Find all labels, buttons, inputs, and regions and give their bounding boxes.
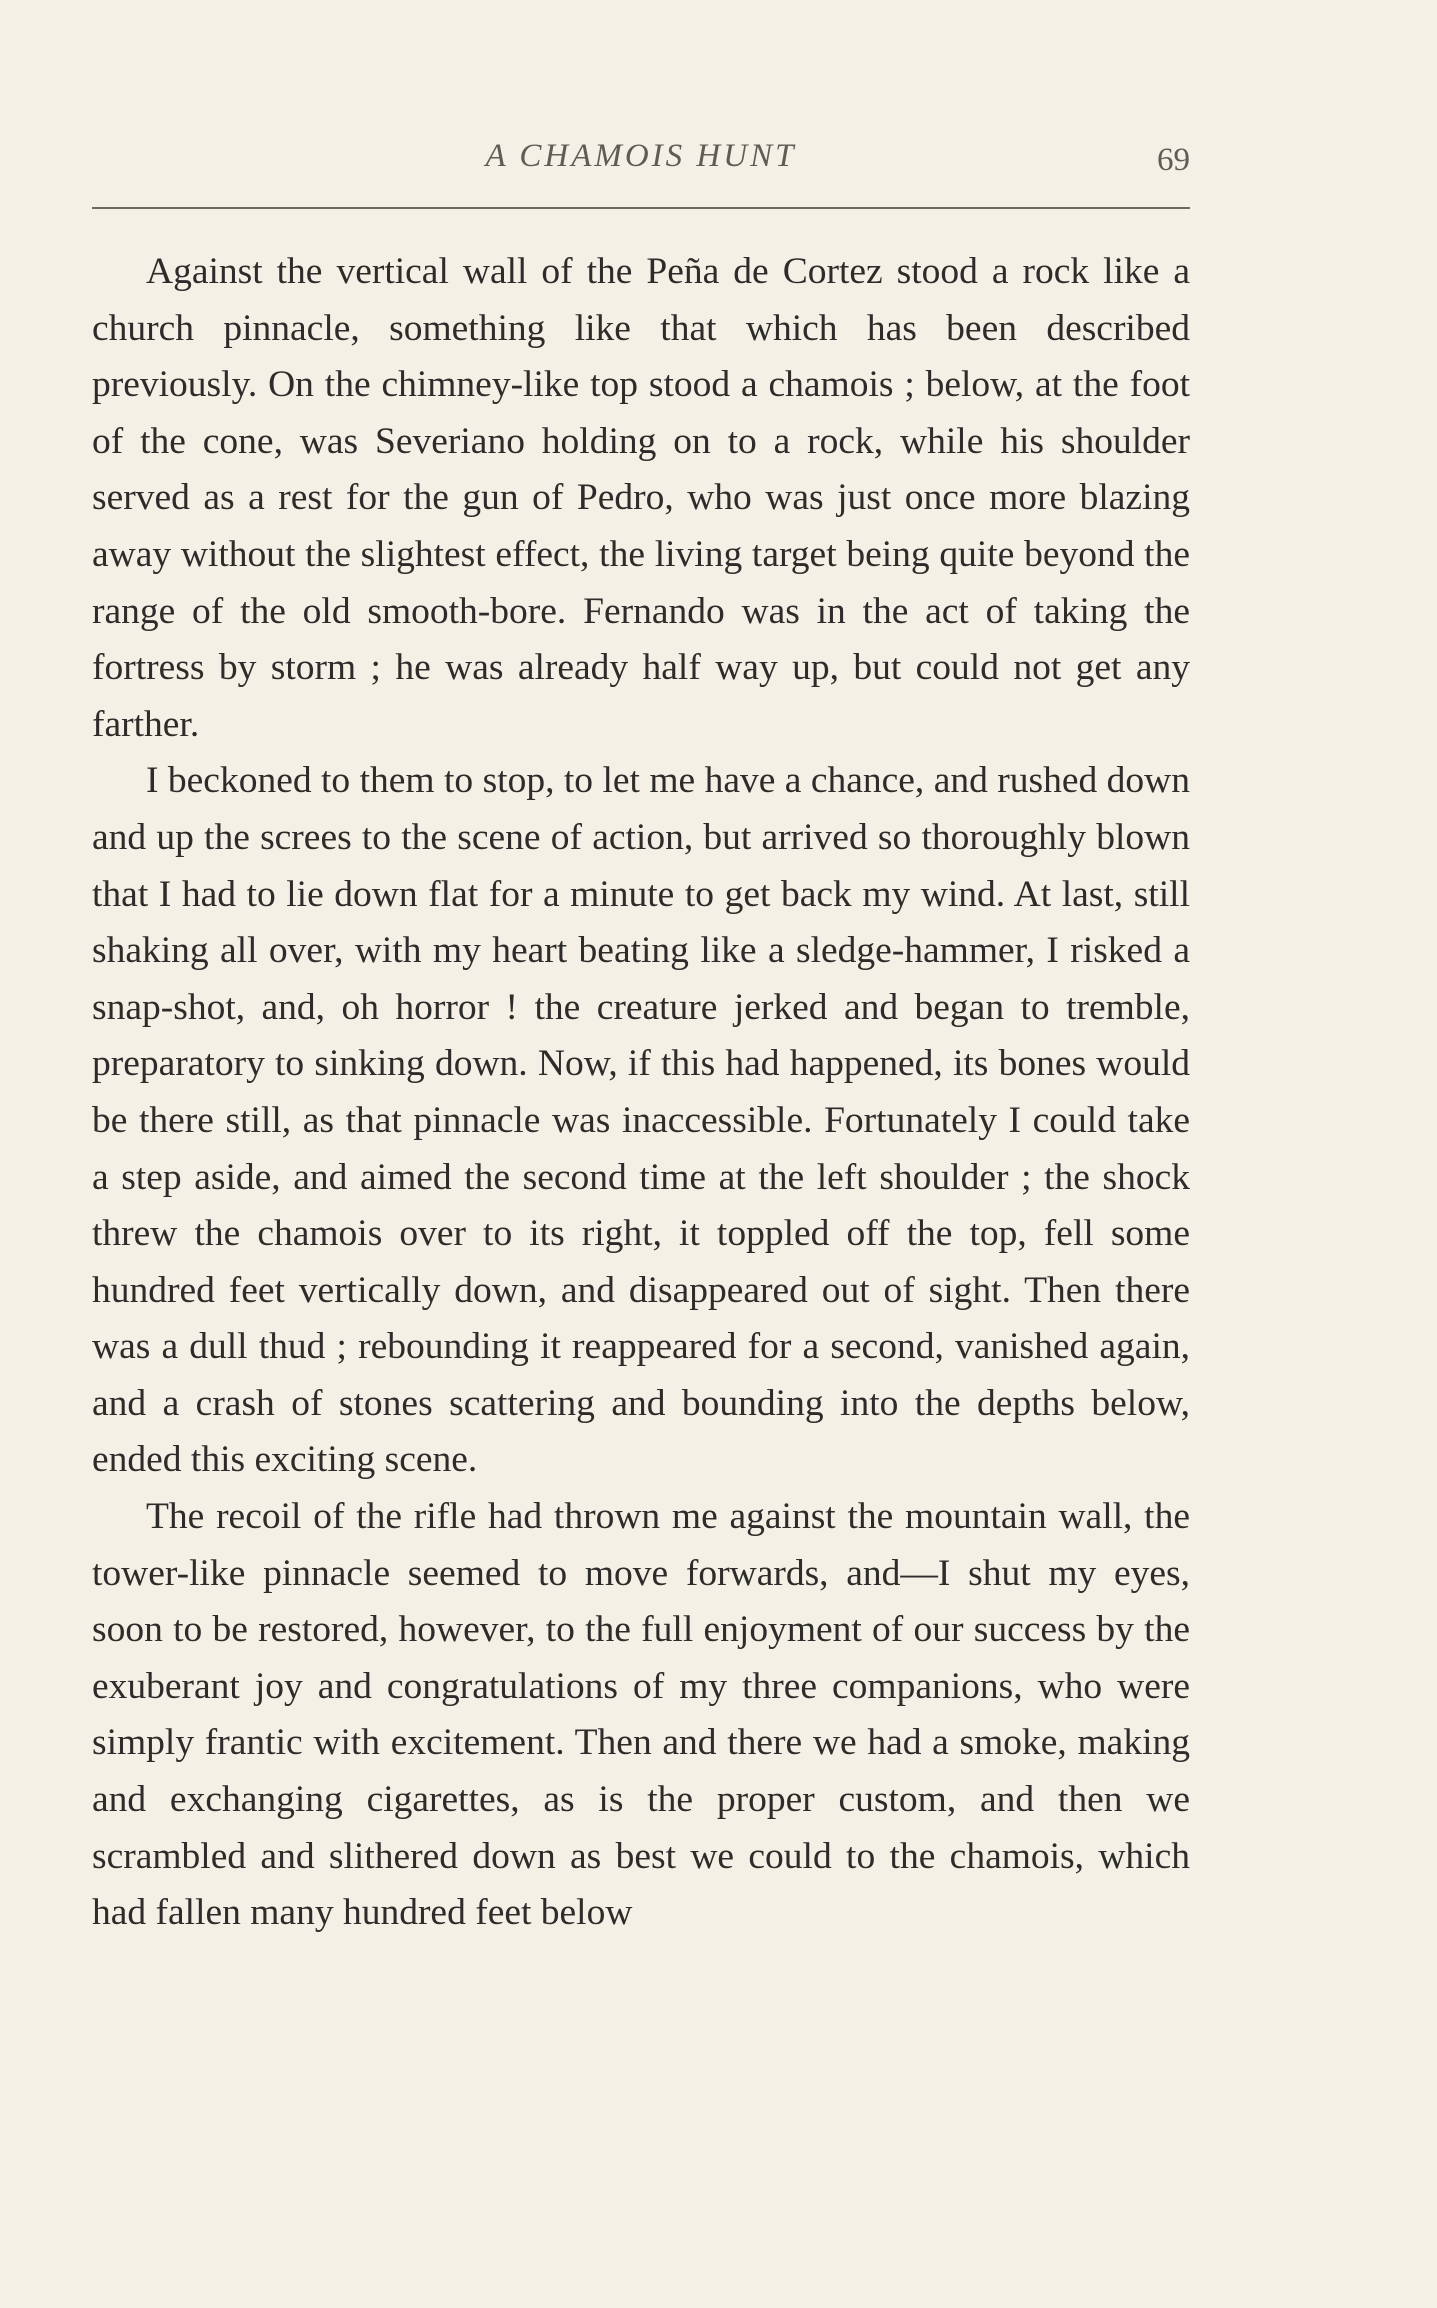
paragraph: The recoil of the rifle had thrown me against the mountain wall, the tower-like pinnacle seemed to move forwards, and—I shut my eyes, soon to be restored, however, to the full enjoyment of our success by the exuberant joy and congratulations of my three companions, who were simply frantic with excitement. Then and there we had a smoke, making and exchanging cigarettes, as is the proper custom, and then we scrambled and slithered down as best we could to the chamois, which had fallen many hundred feet below <box>92 1496 1190 1934</box>
paragraph: Against the vertical wall of the Peña de Cortez stood a rock like a church pinnacle, something like that which has been described previously. On the chimney-like top stood a chamois ; below, at the foot of the cone, was Severiano holding on to a rock, while his shoulder served as a rest for the gun of Pedro, who was just once more blazing away without the slightest effect, the living target being quite beyond the range of the old smooth-bore. Fernando was in the act of taking the fortress by storm ; he was already half way up, but could not get any farther. <box>92 251 1190 745</box>
body-text <box>92 244 1190 1942</box>
header-rule <box>92 207 1190 209</box>
running-header <box>92 138 1190 180</box>
paragraph: I beckoned to them to stop, to let me have a chance, and rushed down and up the screes to the scene of action, but arrived so thoroughly blown that I had to lie down flat for a minute to get back my wind. At last, still shaking all over, with my heart beating like a sledge-hammer, I risked a snap-shot, and, oh horror ! the creature jerked and began to tremble, preparatory to sinking down. Now, if this had happened, its bones would be there still, as that pinnacle was inaccessible. Fortunately I could take a step aside, and aimed the second time at the left shoulder ; the shock threw the chamois over to its right, it toppled off the top, fell some hundred feet vertically down, and disappeared out of sight. Then there was a dull thud ; rebounding it reappeared for a second, vanished again, and a crash of stones scattering and bounding into the depths below, ended this exciting scene. <box>92 760 1190 1481</box>
page-number: 69 <box>1157 142 1190 178</box>
running-title: A CHAMOIS HUNT <box>485 138 797 174</box>
